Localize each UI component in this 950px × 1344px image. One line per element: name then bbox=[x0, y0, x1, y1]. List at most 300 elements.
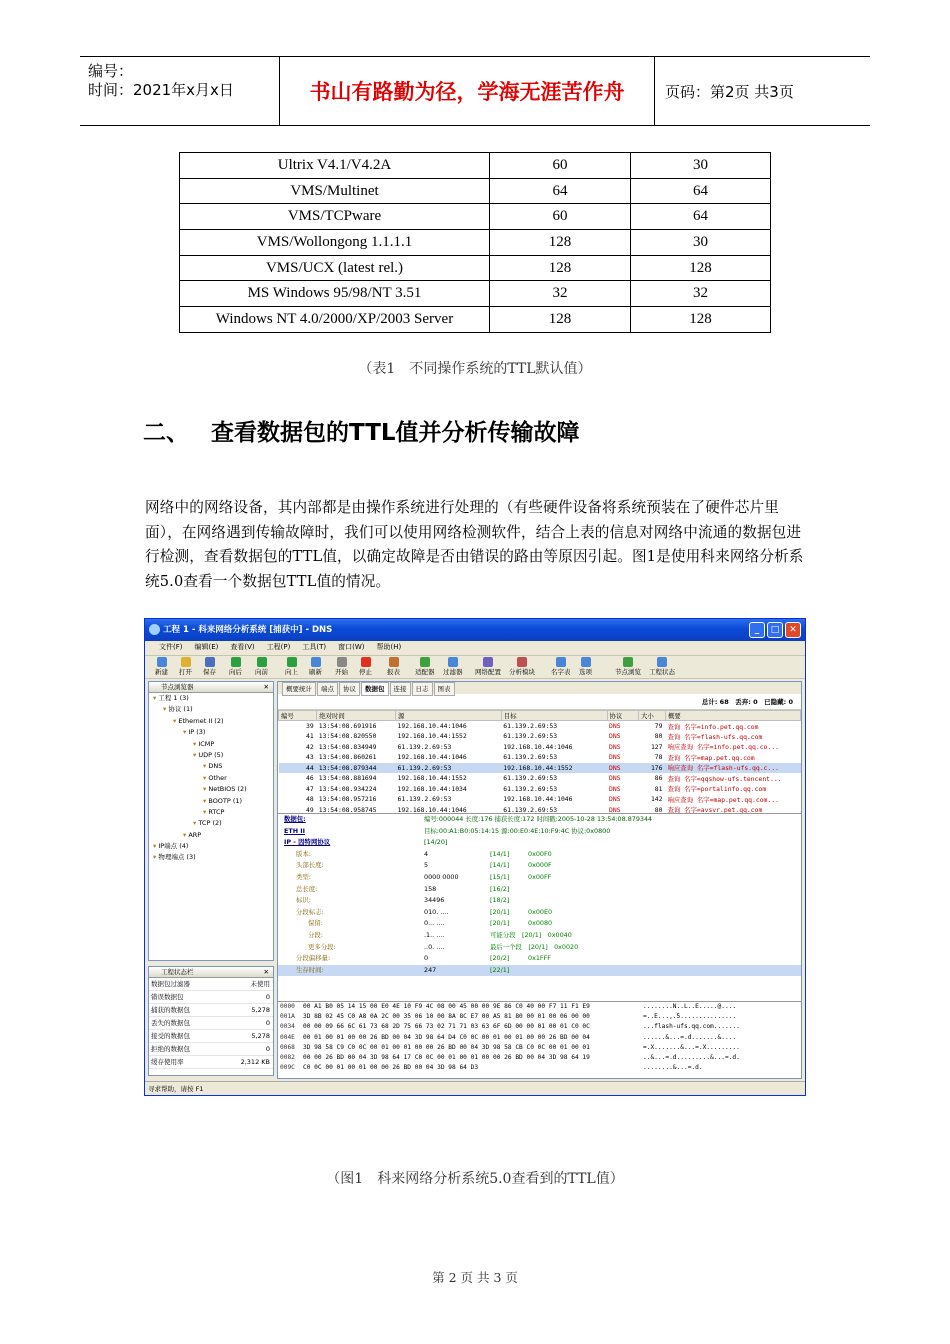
status-value: 0 bbox=[265, 1045, 270, 1053]
tree-node bbox=[149, 761, 273, 772]
decode-row bbox=[278, 965, 801, 977]
section-heading bbox=[143, 414, 580, 447]
pane-close-icon: ✕ bbox=[263, 683, 269, 691]
status-row bbox=[149, 1056, 273, 1069]
packet-cell: DNS bbox=[609, 805, 621, 814]
menu-item: 工程(P) bbox=[266, 643, 291, 651]
packet-cell: 42 bbox=[306, 742, 314, 751]
os-name-cell: VMS/TCPware bbox=[180, 204, 490, 230]
decode-value: 158 bbox=[424, 884, 437, 893]
status-value: 2,312 KB bbox=[240, 1058, 270, 1066]
node-icon: ▾ bbox=[183, 728, 189, 737]
status-value: 5,278 bbox=[251, 1032, 270, 1040]
hex-row bbox=[278, 1063, 801, 1073]
packet-counters: 总计: 68 丢弃: 0 已隐藏: 0 bbox=[701, 698, 793, 706]
decode-value: 编号:000044 长度:176 捕获长度:172 时间戳:2005-10-28 13:54:08.879344 bbox=[424, 815, 653, 823]
hex-row bbox=[278, 1033, 801, 1043]
table-row bbox=[180, 307, 771, 333]
decode-field: 类型: bbox=[296, 872, 311, 881]
packet-cell: 13:54:08.860261 bbox=[318, 753, 377, 762]
os-name-cell: VMS/Multinet bbox=[180, 178, 490, 204]
status-rows bbox=[149, 978, 273, 1069]
decode-row bbox=[278, 907, 801, 919]
table-row bbox=[180, 230, 771, 256]
decode-value: 0 bbox=[424, 954, 429, 963]
decode-value: 010. .... bbox=[424, 907, 449, 916]
packet-cell: 39 bbox=[306, 722, 314, 730]
toolbar-icon bbox=[420, 657, 430, 667]
decode-value: 0... .... bbox=[424, 919, 445, 928]
hex-offset: 009C bbox=[280, 1064, 295, 1072]
packet-cell: DNS bbox=[609, 795, 621, 804]
project-status-title-text: 工程状态栏 bbox=[161, 968, 194, 976]
node-label: 工程 1 (3) bbox=[158, 694, 189, 702]
decode-value: 247 bbox=[424, 965, 437, 974]
page-header bbox=[80, 56, 870, 126]
node-icon: ▾ bbox=[193, 739, 199, 748]
packet-cell: 142 bbox=[650, 795, 663, 804]
toolbar-button bbox=[443, 657, 463, 676]
menu-item: 窗口(W) bbox=[338, 643, 365, 651]
menu-item: 文件(F) bbox=[159, 643, 183, 651]
header-motto: 书山有路勤为径，学海无涯苦作舟 bbox=[280, 57, 655, 125]
packet-cell: DNS bbox=[607, 763, 639, 774]
column-header: 协议 bbox=[607, 711, 639, 721]
packet-cell: 61.139.2.69:53 bbox=[503, 722, 558, 730]
decode-row bbox=[278, 953, 801, 965]
node-label: TCP (2) bbox=[198, 819, 222, 828]
decode-mask: 0x00F0 bbox=[528, 849, 552, 858]
decode-row bbox=[278, 872, 801, 884]
hex-bytes: 00 A1 B0 05 14 15 00 E0 4E 10 F9 4C 08 00 45 00 00 9E 86 C0 40 00 F7 11 F1 E9 bbox=[303, 1003, 590, 1010]
decode-value: 0000 0000 bbox=[424, 872, 459, 881]
ttl-value-cell: 64 bbox=[631, 178, 771, 204]
view-tab: 数据包 bbox=[361, 682, 389, 696]
packet-cell: 13:54:08.834949 bbox=[318, 742, 377, 751]
hex-row bbox=[278, 1043, 801, 1053]
tree-node bbox=[149, 830, 273, 841]
toolbar-label: 节点浏览 bbox=[615, 668, 641, 676]
decode-value: 4 bbox=[424, 849, 429, 858]
node-browser-title bbox=[149, 682, 273, 693]
toolbar-label: 开始 bbox=[335, 668, 348, 676]
hex-offset: 004E bbox=[280, 1033, 295, 1041]
decode-offset: [18/2] bbox=[490, 896, 510, 905]
node-icon: ▾ bbox=[183, 830, 189, 839]
maximize-icon: □ bbox=[767, 622, 783, 638]
toolbar-icon bbox=[361, 657, 371, 667]
os-name-cell: VMS/UCX (latest rel.) bbox=[180, 255, 490, 281]
node-label: IP端点 (4) bbox=[158, 842, 189, 851]
packet-cell: DNS bbox=[609, 753, 621, 762]
node-label: Other bbox=[208, 773, 227, 782]
toolbar-button bbox=[285, 657, 298, 676]
tree-node bbox=[149, 716, 273, 727]
decode-value: ..0. .... bbox=[424, 942, 445, 951]
toolbar-label: 分析模块 bbox=[509, 668, 535, 676]
column-header: 目标 bbox=[501, 711, 607, 721]
toolbar-button bbox=[335, 657, 348, 676]
page-footer: 第 2 页 共 3 页 bbox=[432, 1270, 518, 1285]
decode-offset: [14/1] bbox=[490, 849, 510, 858]
packet-cell: 80 bbox=[654, 805, 663, 814]
view-tabs bbox=[278, 682, 801, 694]
node-label: DNS bbox=[208, 762, 223, 771]
decode-value: .1.. .... bbox=[424, 930, 445, 939]
decode-row bbox=[278, 895, 801, 907]
node-label: Ethernet II (2) bbox=[178, 716, 224, 725]
packet-row bbox=[279, 752, 801, 763]
packet-row bbox=[279, 721, 801, 732]
toolbar-label: 名字表 bbox=[551, 668, 571, 676]
toolbar-label: 过滤器 bbox=[443, 668, 463, 676]
packet-row bbox=[279, 742, 801, 753]
tree-node bbox=[149, 727, 273, 738]
column-header: 绝对时间 bbox=[317, 711, 396, 721]
decode-offset: [15/1] bbox=[490, 872, 510, 881]
hex-row bbox=[278, 1002, 801, 1012]
packet-cell: 44 bbox=[279, 763, 317, 774]
decode-offset: [16/2] bbox=[490, 884, 510, 893]
status-label: 接受的数据包 bbox=[151, 1032, 190, 1040]
packet-cell: 192.168.10.44:1034 bbox=[397, 784, 467, 793]
column-header: 大小 bbox=[639, 711, 666, 721]
hex-ascii: ......&...=.d.......&.... bbox=[643, 1033, 737, 1041]
decode-offset: [22/1] bbox=[490, 965, 510, 974]
node-label: BOOTP (1) bbox=[208, 796, 243, 805]
node-label: NetBIOS (2) bbox=[208, 785, 247, 794]
toolbar-label: 工程状态 bbox=[649, 668, 675, 676]
toolbar-icon bbox=[257, 657, 267, 667]
packet-view-pane bbox=[277, 681, 802, 1079]
hex-offset: 0000 bbox=[280, 1003, 295, 1010]
window-title: 工程 1 - 科来网络分析系统 [捕获中] - DNS bbox=[163, 625, 333, 635]
status-row bbox=[149, 1004, 273, 1017]
toolbar-button bbox=[309, 657, 322, 676]
node-icon: ▾ bbox=[193, 819, 199, 828]
decode-row bbox=[278, 860, 801, 872]
tree-node bbox=[149, 796, 273, 807]
packet-cell: 192.168.10.44:1552 bbox=[501, 763, 607, 774]
toolbar-button bbox=[649, 657, 675, 676]
tree-node bbox=[149, 693, 273, 704]
toolbar-label: 保存 bbox=[203, 668, 216, 676]
status-row bbox=[149, 1043, 273, 1056]
packet-cell: 13:54:08.881694 bbox=[318, 774, 377, 783]
os-name-cell: Ultrix V4.1/V4.2A bbox=[180, 153, 490, 179]
packet-cell: 192.168.10.44:1552 bbox=[397, 732, 467, 741]
table-row bbox=[180, 178, 771, 204]
ttl-value-cell: 32 bbox=[631, 281, 771, 307]
toolbar-button bbox=[415, 657, 435, 676]
decode-field: IP - 因特网协议 bbox=[284, 838, 331, 847]
table-row bbox=[180, 255, 771, 281]
decode-field: 更多分段: bbox=[308, 942, 336, 951]
packet-cell: 127 bbox=[650, 742, 663, 751]
toolbar-label: 网络配置 bbox=[475, 668, 501, 676]
pane-close-icon: ✕ bbox=[263, 968, 269, 976]
node-browser-title-text: 节点浏览器 bbox=[161, 683, 194, 691]
toolbar-button bbox=[579, 657, 592, 676]
hex-offset: 0082 bbox=[280, 1053, 295, 1061]
view-tab: 图表 bbox=[434, 682, 455, 696]
hex-bytes: 00 00 26 BD 00 04 3D 98 64 17 C0 0C 00 01 00 01 00 00 26 BD 00 04 3D 98 64 19 bbox=[303, 1053, 590, 1061]
status-label: 捕获的数据包 bbox=[151, 1006, 190, 1014]
ttl-value-cell: 128 bbox=[490, 307, 631, 333]
tree-node bbox=[149, 750, 273, 761]
decode-value: 34496 bbox=[424, 896, 445, 905]
hex-row bbox=[278, 1053, 801, 1063]
node-icon: ▾ bbox=[203, 796, 209, 805]
hex-ascii: ........&...=.d. bbox=[643, 1064, 703, 1072]
table-row bbox=[180, 204, 771, 230]
node-icon: ▾ bbox=[203, 807, 209, 816]
decode-row bbox=[278, 942, 801, 954]
ttl-value-cell: 128 bbox=[631, 255, 771, 281]
hex-bytes: 00 00 09 66 6C 61 73 68 2D 75 66 73 02 71 71 03 63 6F 6D 00 00 01 00 01 C0 0C bbox=[303, 1023, 590, 1031]
packet-cell: 查询 名字=flash-ufs.qq.com bbox=[667, 732, 763, 741]
packet-cell: 192.168.10.44:1046 bbox=[397, 805, 467, 814]
decode-offset: 最后一个段 [20/1] 0x0020 bbox=[490, 942, 579, 951]
view-tab: 端点 bbox=[317, 682, 338, 696]
toolbar-icon bbox=[556, 657, 566, 667]
status-row bbox=[149, 1030, 273, 1043]
decode-field: 总长度: bbox=[296, 884, 318, 893]
toolbar-label: 向前 bbox=[255, 668, 268, 676]
toolbar-icon bbox=[157, 657, 167, 667]
decode-mask: 0x0080 bbox=[528, 919, 553, 928]
packet-row bbox=[279, 763, 801, 774]
ttl-value-cell: 32 bbox=[490, 281, 631, 307]
hex-offset: 001A bbox=[280, 1013, 295, 1021]
status-label: 丢失的数据包 bbox=[151, 1019, 190, 1027]
packet-cell: 查询 名字=avsvr.pet.qq.com bbox=[667, 806, 763, 815]
toolbar-icon bbox=[657, 657, 667, 667]
packet-cell: 61.139.2.69:53 bbox=[503, 732, 558, 741]
packet-cell: 61.139.2.69:53 bbox=[503, 784, 558, 793]
packet-cell: 61.139.2.69:53 bbox=[397, 742, 452, 751]
node-label: ICMP bbox=[198, 739, 215, 748]
packet-cell: DNS bbox=[609, 774, 621, 783]
hex-ascii: ..&...=.d.........&...=.d. bbox=[643, 1053, 740, 1061]
packet-cell: 61.139.2.69:53 bbox=[396, 763, 502, 774]
packet-cell: 查询 名字=qqshow-ufs.tencent... bbox=[667, 774, 782, 783]
packet-cell: 13:54:08.958745 bbox=[318, 805, 377, 814]
decode-offset: [20/1] bbox=[490, 919, 510, 928]
packet-cell: 48 bbox=[306, 795, 314, 804]
packet-cell: DNS bbox=[609, 784, 621, 793]
packet-row bbox=[279, 731, 801, 742]
menu-bar bbox=[145, 641, 805, 654]
status-row bbox=[149, 991, 273, 1004]
decode-mask: 0x00E0 bbox=[528, 907, 553, 916]
decode-value: 5 bbox=[424, 861, 429, 870]
menu-item: 工具(T) bbox=[302, 643, 327, 651]
hex-row bbox=[278, 1012, 801, 1022]
toolbar-icon bbox=[623, 657, 633, 667]
status-label: 错误数据包 bbox=[151, 993, 184, 1001]
ttl-value-cell: 128 bbox=[490, 255, 631, 281]
packet-cell: 查询 名字=info.pet.qq.com bbox=[667, 722, 759, 731]
node-icon: ▾ bbox=[153, 853, 159, 862]
node-icon: ▾ bbox=[203, 773, 209, 782]
status-value: 未使用 bbox=[250, 980, 270, 988]
decode-field: 分段标志: bbox=[296, 907, 324, 916]
decode-offset: [14/1] bbox=[490, 861, 510, 870]
node-icon: ▾ bbox=[193, 750, 199, 759]
view-tab: 连接 bbox=[390, 682, 411, 696]
toolbar-icon bbox=[337, 657, 347, 667]
project-status-pane bbox=[148, 966, 274, 1076]
packet-cell: 192.168.10.44:1046 bbox=[503, 742, 573, 751]
toolbar-button bbox=[359, 657, 372, 676]
decode-field: 生存时间: bbox=[296, 965, 324, 974]
node-icon: ▾ bbox=[203, 762, 209, 771]
hex-bytes: 3D 8B 02 45 C0 A8 0A 2C 00 35 06 10 00 8A 8C E7 00 A5 81 80 00 01 00 06 00 00 bbox=[303, 1013, 590, 1021]
os-name-cell: MS Windows 95/98/NT 3.51 bbox=[180, 281, 490, 307]
window-statusbar: 寻求帮助，请按 F1 bbox=[145, 1081, 805, 1095]
packet-cell: 41 bbox=[306, 732, 314, 741]
toolbar-label: 向后 bbox=[229, 668, 242, 676]
os-name-cell: Windows NT 4.0/2000/XP/2003 Server bbox=[180, 307, 490, 333]
toolbar-icon bbox=[581, 657, 591, 667]
date-label: 时间：2021年x月x日 bbox=[88, 81, 234, 99]
packet-cell: 13:54:08.691916 bbox=[318, 722, 377, 730]
packet-cell: 80 bbox=[654, 732, 663, 741]
toolbar-icon bbox=[448, 657, 458, 667]
toolbar-label: 刷新 bbox=[309, 668, 322, 676]
decode-row bbox=[278, 884, 801, 896]
toolbar-button bbox=[203, 657, 216, 676]
decode-mask: 0x000F bbox=[528, 861, 552, 870]
packet-cell: 192.168.10.44:1046 bbox=[397, 753, 467, 762]
packet-cell: 192.168.10.44:1552 bbox=[397, 774, 467, 783]
hex-bytes: 00 01 00 01 00 00 26 BD 00 04 3D 98 64 D4 C0 0C 00 01 00 01 00 00 26 BD 00 04 bbox=[303, 1033, 590, 1041]
packet-cell: 响应查询 名字=info.pet.qq.co... bbox=[667, 743, 779, 752]
node-label: 协议 (1) bbox=[168, 705, 193, 714]
status-value: 5,278 bbox=[251, 1006, 270, 1014]
toolbar-label: 适配器 bbox=[415, 668, 435, 676]
status-label: 拒绝的数据包 bbox=[151, 1045, 190, 1053]
packet-cell: 61.139.2.69:53 bbox=[503, 753, 558, 762]
packet-cell: 78 bbox=[654, 753, 663, 762]
packet-cell: 192.168.10.44:1046 bbox=[397, 722, 467, 730]
packet-cell: 46 bbox=[306, 774, 314, 783]
figure-caption: （图1 科来网络分析系统5.0查看到的TTL值） bbox=[326, 1171, 624, 1187]
toolbar-icon bbox=[231, 657, 241, 667]
toolbar-label: 新建 bbox=[155, 668, 168, 676]
toolbar-button bbox=[475, 657, 501, 676]
node-icon: ▾ bbox=[203, 785, 209, 794]
hex-bytes: C0 0C 00 01 00 01 00 00 26 BD 00 04 3D 98 64 D3 bbox=[303, 1064, 479, 1072]
packet-decode-tree bbox=[278, 813, 801, 999]
hex-ascii: =..E...,.5............... bbox=[643, 1013, 737, 1021]
decode-row bbox=[278, 918, 801, 930]
status-row bbox=[149, 978, 273, 991]
decode-field: 标识: bbox=[296, 896, 311, 905]
column-header: 概要 bbox=[666, 711, 801, 721]
tree-node bbox=[149, 773, 273, 784]
column-header: 源 bbox=[396, 711, 502, 721]
view-tab: 日志 bbox=[412, 682, 433, 696]
menu-item: 查看(V) bbox=[230, 643, 255, 651]
decode-row bbox=[278, 826, 801, 838]
tree-node bbox=[149, 704, 273, 715]
decode-value: 目标:00:A1:B0:05:14:15 源:00:E0:4E:10:F9:4C 协议:0x0800 bbox=[424, 826, 611, 835]
node-icon: ▾ bbox=[163, 705, 169, 714]
packet-cell: 47 bbox=[306, 784, 314, 793]
packet-cell: 13:54:08.820550 bbox=[318, 732, 377, 741]
menu-item: 帮助(H) bbox=[376, 643, 402, 651]
analyzer-window-screenshot bbox=[144, 618, 806, 1096]
section-number: 二、 bbox=[143, 420, 189, 446]
node-label: UDP (5) bbox=[198, 750, 224, 759]
packet-cell: 响应查询 名字=flash-ufs.qq.c... bbox=[666, 763, 801, 774]
hex-ascii: ...flash-ufs.qq.com....... bbox=[643, 1023, 740, 1031]
table-row bbox=[180, 153, 771, 179]
node-label: ARP bbox=[188, 830, 202, 839]
hex-offset: 0034 bbox=[280, 1023, 295, 1031]
ttl-value-cell: 60 bbox=[490, 204, 631, 230]
decode-row bbox=[278, 837, 801, 849]
packet-cell: 13:54:08.957216 bbox=[318, 795, 377, 804]
packet-cell: 43 bbox=[306, 753, 314, 762]
number-label: 编号： bbox=[88, 62, 134, 80]
node-label: 物理端点 (3) bbox=[158, 853, 196, 862]
ttl-value-cell: 60 bbox=[490, 153, 631, 179]
packet-cell: DNS bbox=[609, 732, 621, 741]
node-icon: ▾ bbox=[153, 842, 159, 851]
toolbar-icon bbox=[517, 657, 527, 667]
ttl-value-cell: 30 bbox=[631, 230, 771, 256]
decode-mask: 0x1FFF bbox=[528, 954, 551, 963]
packet-cell: 86 bbox=[654, 774, 663, 783]
node-icon: ▾ bbox=[153, 694, 159, 702]
ttl-value-cell: 128 bbox=[631, 307, 771, 333]
toolbar-label: 选项 bbox=[579, 668, 592, 676]
packet-subtoolbar bbox=[278, 694, 801, 710]
packet-cell: 79 bbox=[654, 722, 663, 730]
header-meta bbox=[80, 57, 280, 125]
toolbar-button bbox=[179, 657, 192, 676]
packet-cell: 查询 名字=portalinfo.qq.com bbox=[667, 785, 767, 794]
section-title: 查看数据包的TTL值并分析传输故障 bbox=[211, 420, 580, 446]
status-value: 0 bbox=[265, 993, 270, 1001]
decode-mask: 0x00FF bbox=[528, 872, 552, 881]
ttl-value-cell: 64 bbox=[631, 204, 771, 230]
view-tab: 协议 bbox=[339, 682, 360, 696]
packet-cell: DNS bbox=[609, 722, 621, 730]
toolbar-button bbox=[615, 657, 641, 676]
node-label: RTCP bbox=[208, 807, 225, 816]
toolbar-button bbox=[229, 657, 242, 676]
toolbar-icon bbox=[205, 657, 215, 667]
packet-row bbox=[279, 773, 801, 784]
tree-node bbox=[149, 818, 273, 829]
toolbar-icon bbox=[287, 657, 297, 667]
status-label: 缓存使用率 bbox=[151, 1058, 184, 1066]
packet-cell: 13:54:08.879344 bbox=[317, 763, 396, 774]
toolbar-icon bbox=[389, 657, 399, 667]
node-tree bbox=[149, 693, 273, 864]
status-value: 0 bbox=[265, 1019, 270, 1027]
menu-item: 编辑(E) bbox=[194, 643, 219, 651]
packet-cell: 192.168.10.44:1046 bbox=[503, 795, 573, 804]
node-icon: ▾ bbox=[173, 716, 179, 725]
decode-row bbox=[278, 849, 801, 861]
packet-cell: 61.139.2.69:53 bbox=[503, 805, 558, 814]
node-browser-pane bbox=[148, 681, 274, 961]
